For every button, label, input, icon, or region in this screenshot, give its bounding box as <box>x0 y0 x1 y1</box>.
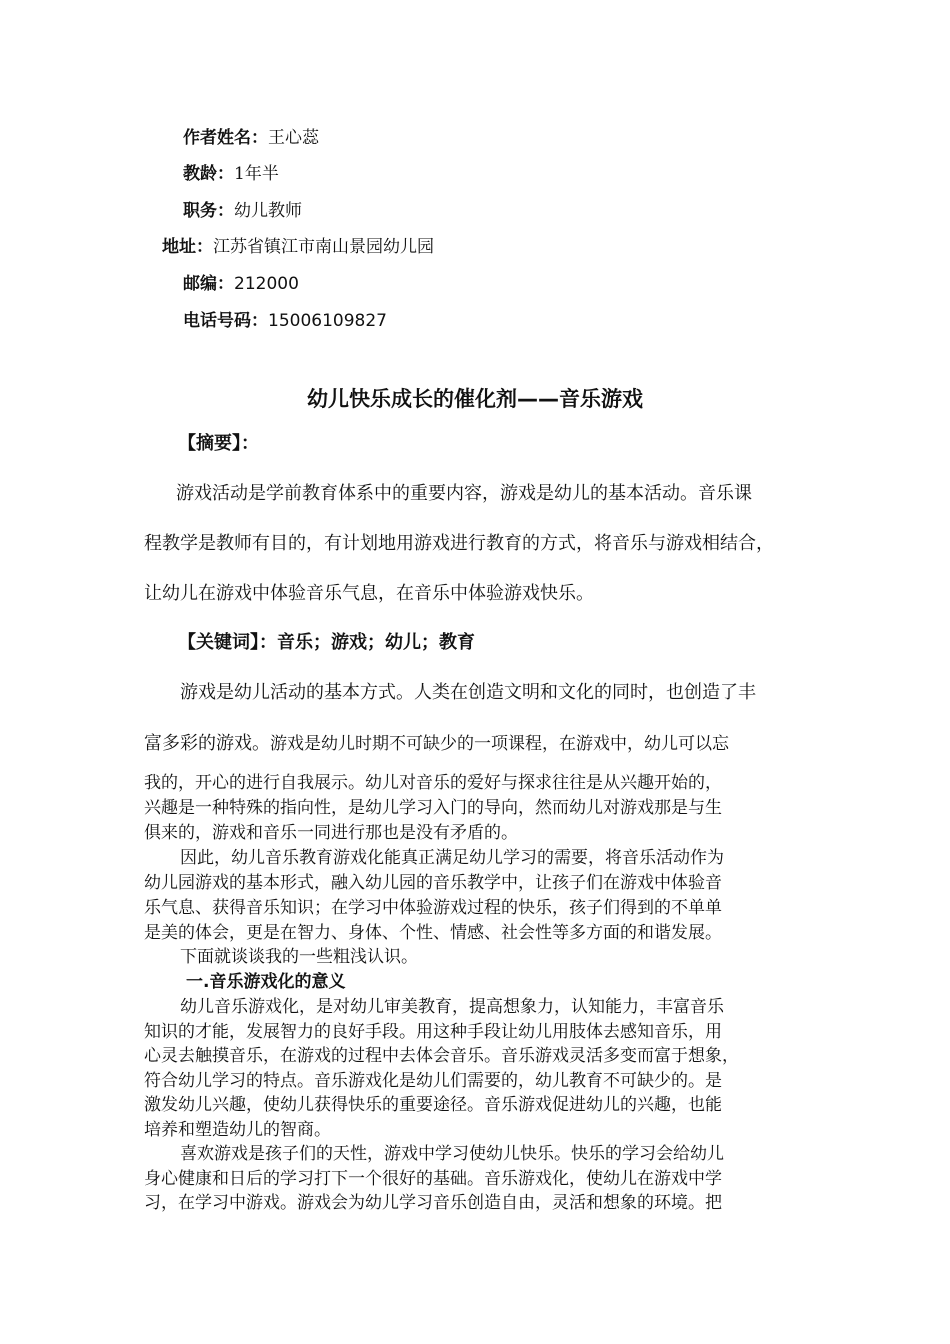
teaching-age-value: 1年半 <box>234 164 279 184</box>
position-value: 幼儿教师 <box>234 201 302 221</box>
postcode-line <box>183 273 299 295</box>
phone-label: 电话号码： <box>183 311 268 331</box>
body-line: 因此，幼儿音乐教育游戏化能真正满足幼儿学习的需要，将音乐活动作为 <box>180 848 724 868</box>
abstract-line: 游戏活动是学前教育体系中的重要内容，游戏是幼儿的基本活动。音乐课 <box>176 483 752 504</box>
abstract-line: 程教学是教师有目的，有计划地用游戏进行教育的方式，将音乐与游戏相结合， <box>144 533 774 554</box>
intro-line <box>144 732 729 755</box>
section-line: 幼儿音乐游戏化，是对幼儿审美教育，提高想象力，认知能力，丰富音乐 <box>180 997 724 1017</box>
section-line: 心灵去触摸音乐，在游戏的过程中去体会音乐。音乐游戏灵活多变而富于想象， <box>144 1046 739 1066</box>
body-line: 俱来的，游戏和音乐一同进行那也是没有矛盾的。 <box>144 823 518 843</box>
section-line: 激发幼儿兴趣，使幼儿获得快乐的重要途径。音乐游戏促进幼儿的兴趣，也能 <box>144 1095 722 1115</box>
section-line: 培养和塑造幼儿的智商。 <box>144 1120 331 1140</box>
body-line: 幼儿园游戏的基本形式，融入幼儿园的音乐教学中，让孩子们在游戏中体验音 <box>144 873 722 893</box>
page-title: 幼儿快乐成长的催化剂——音乐游戏 <box>307 387 643 411</box>
abstract-line: 让幼儿在游戏中体验音乐气息，在音乐中体验游戏快乐。 <box>144 583 594 604</box>
address-label: 地址： <box>162 237 213 257</box>
section-line: 符合幼儿学习的特点。音乐游戏化是幼儿们需要的，幼儿教育不可缺少的。是 <box>144 1071 722 1091</box>
section-line: 喜欢游戏是孩子们的天性，游戏中学习使幼儿快乐。快乐的学习会给幼儿 <box>180 1144 724 1164</box>
keywords-line: 【关键词】：音乐；游戏；幼儿；教育 <box>178 632 475 653</box>
section-line: 知识的才能，发展智力的良好手段。用这种手段让幼儿用肢体去感知音乐，用 <box>144 1022 722 1042</box>
abstract-label: 【摘要】： <box>178 433 259 454</box>
author-line <box>183 127 319 149</box>
section-heading: 一.音乐游戏化的意义 <box>186 972 346 992</box>
author-value: 王心蕊 <box>268 128 319 148</box>
address-line <box>162 236 434 258</box>
body-line: 我的，开心的进行自我展示。幼儿对音乐的爱好与探求往往是从兴趣开始的， <box>144 773 722 793</box>
intro-line: 游戏是幼儿活动的基本方式。人类在创造文明和文化的同时，也创造了丰 <box>180 682 756 703</box>
section-line: 身心健康和日后的学习打下一个很好的基础。音乐游戏化，使幼儿在游戏中学 <box>144 1169 722 1189</box>
address-value: 江苏省镇江市南山景园幼儿园 <box>213 237 434 257</box>
teaching-age-label: 教龄： <box>183 164 234 184</box>
intro-rest-text: 游戏是幼儿时期不可缺少的一项课程，在游戏中，幼儿可以忘 <box>270 734 729 754</box>
body-line: 兴趣是一种特殊的指向性，是幼儿学习入门的导向，然而幼儿对游戏那是与生 <box>144 798 722 818</box>
phone-line <box>183 310 387 332</box>
postcode-value: 212000 <box>234 274 299 294</box>
intro-lead-text: 富多彩的游戏。 <box>144 733 270 754</box>
phone-value: 15006109827 <box>268 311 387 331</box>
body-line: 乐气息、获得音乐知识；在学习中体验游戏过程的快乐，孩子们得到的不单单 <box>144 898 722 918</box>
position-line <box>183 200 302 222</box>
position-label: 职务： <box>183 201 234 221</box>
body-line: 是美的体会，更是在智力、身体、个性、情感、社会性等多方面的和谐发展。 <box>144 923 722 943</box>
author-label: 作者姓名： <box>183 128 268 148</box>
postcode-label: 邮编： <box>183 274 234 294</box>
teaching-age-line <box>183 163 279 185</box>
body-line: 下面就谈谈我的一些粗浅认识。 <box>180 947 418 967</box>
section-line: 习，在学习中游戏。游戏会为幼儿学习音乐创造自由，灵活和想象的环境。把 <box>144 1193 722 1213</box>
